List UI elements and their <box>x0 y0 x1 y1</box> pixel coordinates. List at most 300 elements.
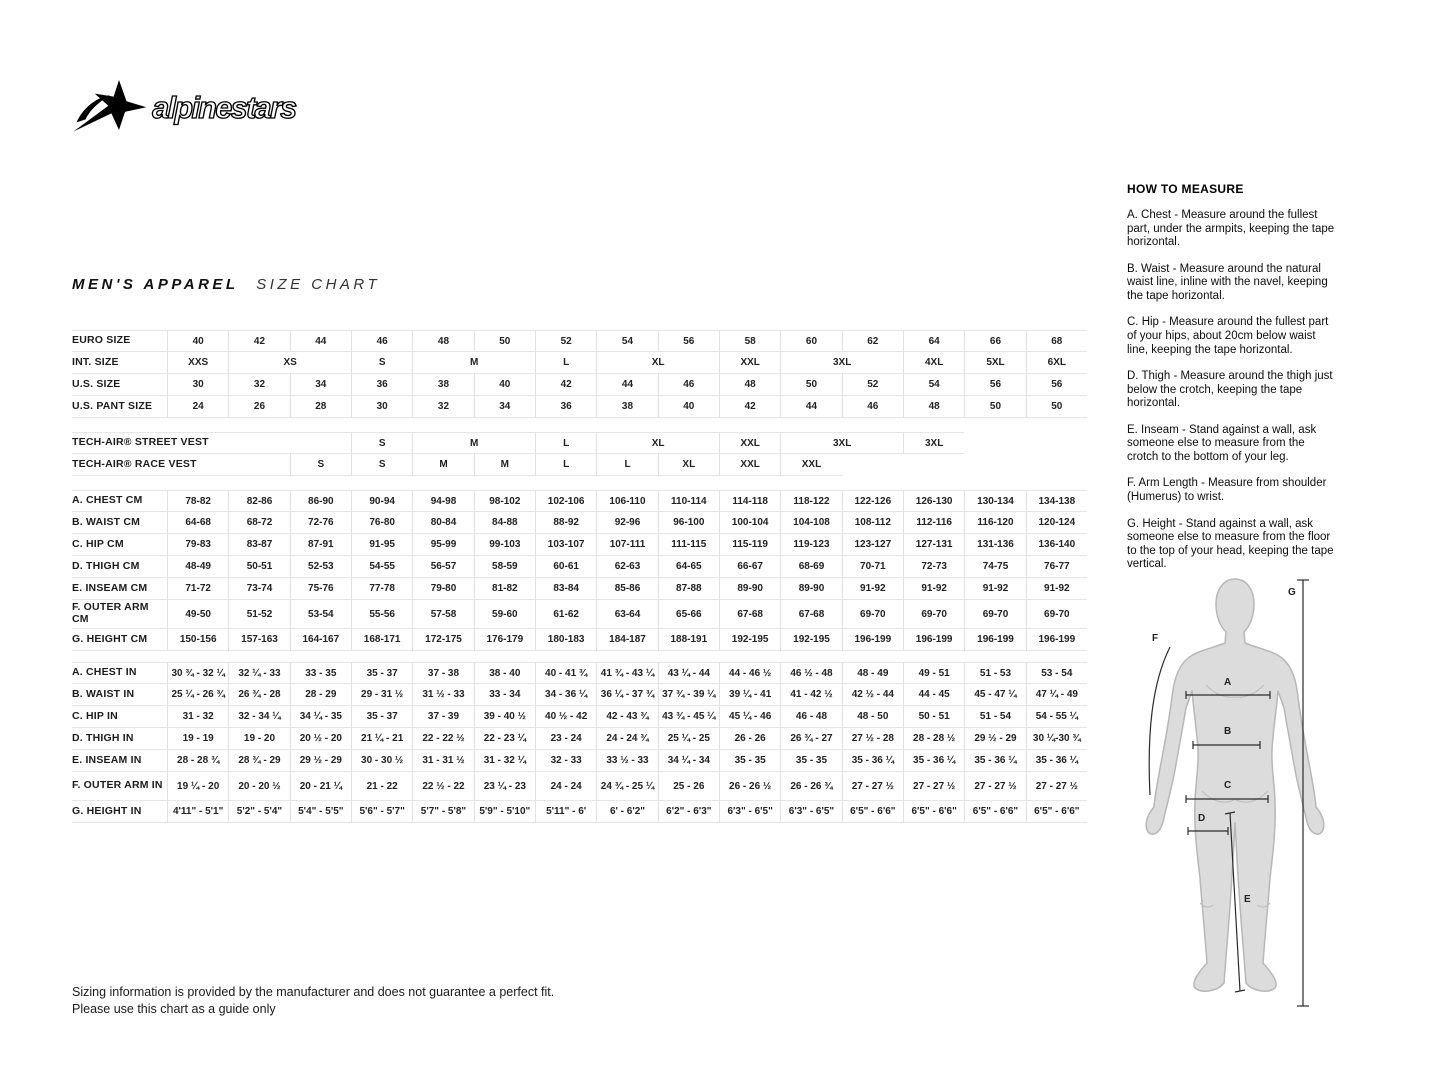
size-cell: 85-86 <box>596 578 657 600</box>
size-cell: 69-70 <box>964 600 1025 629</box>
size-cell: XXL <box>719 432 780 454</box>
size-cell: 22 ½ - 22 <box>412 772 473 801</box>
size-cell: 80-84 <box>412 512 473 534</box>
size-cell: 172-175 <box>412 629 473 651</box>
size-cell: 44 - 45 <box>903 684 964 706</box>
table-row <box>72 629 1087 651</box>
row-label: B. WAIST CM <box>72 512 167 534</box>
size-cell: 24 ¾ - 25 ¼ <box>596 772 657 801</box>
size-cell: 24 - 24 ¾ <box>596 728 657 750</box>
row-label: A. CHEST CM <box>72 490 167 512</box>
size-cell: 89-90 <box>719 578 780 600</box>
size-cell: 31 - 31 ½ <box>412 750 473 772</box>
size-cell: 98-102 <box>474 490 535 512</box>
size-cell: 48 <box>412 330 473 352</box>
size-cell <box>842 454 1087 476</box>
size-cell: 58 <box>719 330 780 352</box>
size-cell: XL <box>596 352 719 374</box>
size-cell: S <box>351 454 412 476</box>
size-cell: 82-86 <box>228 490 289 512</box>
table-row <box>72 534 1087 556</box>
size-cell: 66-67 <box>719 556 780 578</box>
size-cell <box>964 432 1087 454</box>
size-cell: M <box>412 352 535 374</box>
size-cell: XL <box>596 432 719 454</box>
how-to-measure-section <box>1127 182 1339 585</box>
size-cell: 51 - 54 <box>964 706 1025 728</box>
size-cell: 42 <box>228 330 289 352</box>
size-cell: XXL <box>719 352 780 374</box>
body-diagram <box>1140 573 1340 1018</box>
size-cell: 31 ½ - 33 <box>412 684 473 706</box>
size-cell: 36 <box>351 374 412 396</box>
size-cell: 46 ½ - 48 <box>780 662 841 684</box>
size-cell: 50 <box>964 396 1025 418</box>
size-cell: 32 - 34 ¼ <box>228 706 289 728</box>
table-row <box>72 490 1087 512</box>
size-cell: 123-127 <box>842 534 903 556</box>
size-cell: 67-68 <box>780 600 841 629</box>
size-cell: 111-115 <box>658 534 719 556</box>
size-cell: 5XL <box>964 352 1025 374</box>
row-label: C. HIP CM <box>72 534 167 556</box>
size-cell: 87-88 <box>658 578 719 600</box>
size-cell: 91-92 <box>964 578 1025 600</box>
size-cell: 40 <box>474 374 535 396</box>
size-cell: 103-107 <box>535 534 596 556</box>
size-cell: 35 - 37 <box>351 662 412 684</box>
size-cell: 31 - 32 <box>167 706 228 728</box>
size-cell: 84-88 <box>474 512 535 534</box>
size-cell: 40 - 41 ¾ <box>535 662 596 684</box>
size-cell: 180-183 <box>535 629 596 651</box>
size-cell: 107-111 <box>596 534 657 556</box>
size-cell: 21 ¼ - 21 <box>351 728 412 750</box>
size-cell: 79-83 <box>167 534 228 556</box>
size-cell: 60-61 <box>535 556 596 578</box>
size-cell: 30 ¼-30 ¾ <box>1026 728 1087 750</box>
size-cell: 58-59 <box>474 556 535 578</box>
size-cell: 68-69 <box>780 556 841 578</box>
size-cell: 55-56 <box>351 600 412 629</box>
size-cell: 108-112 <box>842 512 903 534</box>
size-cell: 88-92 <box>535 512 596 534</box>
size-cell: 50 - 51 <box>903 706 964 728</box>
figure-label-f: F <box>1152 633 1159 644</box>
size-cell: 54 <box>903 374 964 396</box>
size-cell: 45 - 47 ¼ <box>964 684 1025 706</box>
size-cell: 52-53 <box>290 556 351 578</box>
measure-instruction: E. Inseam - Stand against a wall, ask someone else to measure from the crotch to the bottom of your leg. <box>1127 423 1317 463</box>
size-cell: 150-156 <box>167 629 228 651</box>
size-cell: 96-100 <box>658 512 719 534</box>
size-cell: 46 <box>351 330 412 352</box>
size-cell: 188-191 <box>658 629 719 651</box>
size-cell: 20 ½ - 20 <box>290 728 351 750</box>
table-row <box>72 801 1087 823</box>
size-cell: 63-64 <box>596 600 657 629</box>
size-cell: 34 ¼ - 34 <box>658 750 719 772</box>
size-cell: 34 <box>474 396 535 418</box>
table-row <box>72 706 1087 728</box>
size-cell: 26 - 26 <box>719 728 780 750</box>
size-cell: 47 ¼ - 49 <box>1026 684 1087 706</box>
size-cell: 110-114 <box>658 490 719 512</box>
figure-label-c: C <box>1224 780 1232 791</box>
size-cell: 6'2" - 6'3" <box>658 801 719 823</box>
disclaimer-line-1: Sizing information is provided by the manufacturer and does not guarantee a perfect fit. <box>72 985 555 999</box>
size-cell: 6'5" - 6'6" <box>903 801 964 823</box>
size-cell: 64-65 <box>658 556 719 578</box>
row-label: F. OUTER ARM IN <box>72 772 167 801</box>
figure-label-a: A <box>1224 677 1232 688</box>
size-cell: M <box>412 432 535 454</box>
size-cell: 25 - 26 <box>658 772 719 801</box>
size-cell: 5'7" - 5'8" <box>412 801 473 823</box>
row-label: B. WAIST IN <box>72 684 167 706</box>
size-cell: 6XL <box>1026 352 1087 374</box>
size-cell: 53 - 54 <box>1026 662 1087 684</box>
size-cell: 35 - 35 <box>719 750 780 772</box>
size-cell: 29 ½ - 29 <box>964 728 1025 750</box>
size-cell: 35 - 36 ¼ <box>964 750 1025 772</box>
size-cell: 34 <box>290 374 351 396</box>
row-label: U.S. SIZE <box>72 374 167 396</box>
size-cell: 48 <box>903 396 964 418</box>
size-cell: 54-55 <box>351 556 412 578</box>
size-cell: 42 ½ - 44 <box>842 684 903 706</box>
size-cell: 90-94 <box>351 490 412 512</box>
size-cell: 157-163 <box>228 629 289 651</box>
size-cell: 37 ¾ - 39 ¼ <box>658 684 719 706</box>
size-cell: 30 <box>167 374 228 396</box>
size-cell: 25 ¼ - 26 ¾ <box>167 684 228 706</box>
size-cell: 68-72 <box>228 512 289 534</box>
size-cell: 89-90 <box>780 578 841 600</box>
size-cell: 36 ¼ - 37 ¾ <box>596 684 657 706</box>
size-cell: 76-80 <box>351 512 412 534</box>
size-cell: 30 ¾ - 32 ¼ <box>167 662 228 684</box>
size-cell: 192-195 <box>719 629 780 651</box>
size-cell: 130-134 <box>964 490 1025 512</box>
table-row <box>72 600 1087 629</box>
size-cell: 46 - 48 <box>780 706 841 728</box>
size-cell: XXL <box>719 454 780 476</box>
size-cell: 3XL <box>780 432 903 454</box>
size-cell: 74-75 <box>964 556 1025 578</box>
size-cell: 42 - 43 ¾ <box>596 706 657 728</box>
size-cell: L <box>596 454 657 476</box>
size-cell: 28 - 29 <box>290 684 351 706</box>
size-cell: 5'11" - 6' <box>535 801 596 823</box>
page-title <box>72 276 380 293</box>
size-cell: 19 - 19 <box>167 728 228 750</box>
size-cell: 41 ¾ - 43 ¼ <box>596 662 657 684</box>
row-label: F. OUTER ARM CM <box>72 600 167 629</box>
size-cell: 34 - 36 ¼ <box>535 684 596 706</box>
size-cell: 6'5" - 6'6" <box>842 801 903 823</box>
size-cell: 37 - 38 <box>412 662 473 684</box>
how-to-measure-list <box>1127 209 1339 572</box>
size-cell: 59-60 <box>474 600 535 629</box>
size-cell: 33 - 34 <box>474 684 535 706</box>
size-cell: 32 <box>228 374 289 396</box>
size-cell: 56 <box>964 374 1025 396</box>
size-cell: 72-76 <box>290 512 351 534</box>
size-cell: 75-76 <box>290 578 351 600</box>
size-cell: 196-199 <box>1026 629 1087 651</box>
row-label: E. INSEAM CM <box>72 578 167 600</box>
size-cell: 46 <box>658 374 719 396</box>
size-cell: 27 - 27 ½ <box>1026 772 1087 801</box>
size-cell: 42 <box>719 396 780 418</box>
size-cell: 42 <box>535 374 596 396</box>
size-cell: 196-199 <box>903 629 964 651</box>
size-cell: 48-49 <box>167 556 228 578</box>
size-cell: 28 - 28 ½ <box>903 728 964 750</box>
size-cell: 6'5" - 6'6" <box>1026 801 1087 823</box>
size-cell: 56 <box>658 330 719 352</box>
size-cell: 81-82 <box>474 578 535 600</box>
size-cell: 66 <box>964 330 1025 352</box>
page-title-main: MEN'S APPAREL <box>72 276 239 293</box>
size-cell: 56-57 <box>412 556 473 578</box>
size-cell: 115-119 <box>719 534 780 556</box>
figure-label-d: D <box>1198 813 1206 824</box>
size-cell: 94-98 <box>412 490 473 512</box>
size-cell: 104-108 <box>780 512 841 534</box>
size-cell: M <box>474 454 535 476</box>
table-row <box>72 684 1087 706</box>
size-cell: 68 <box>1026 330 1087 352</box>
size-cell: XL <box>658 454 719 476</box>
measure-instruction: F. Arm Length - Measure from shoulder (Humerus) to wrist. <box>1127 477 1327 503</box>
row-label: TECH-AIR® RACE VEST <box>72 454 290 476</box>
size-cell: 6'5" - 6'6" <box>964 801 1025 823</box>
table-row <box>72 750 1087 772</box>
size-cell: 27 - 27 ½ <box>842 772 903 801</box>
size-cell: 184-187 <box>596 629 657 651</box>
table-row <box>72 432 1087 454</box>
size-cell: 24 - 24 <box>535 772 596 801</box>
how-to-measure-title: HOW TO MEASURE <box>1127 182 1244 196</box>
row-label: INT. SIZE <box>72 352 167 374</box>
size-cell: 196-199 <box>842 629 903 651</box>
size-cell: 60 <box>780 330 841 352</box>
size-cell: 26 ¾ - 28 <box>228 684 289 706</box>
size-cell: 83-84 <box>535 578 596 600</box>
size-cell: 35 - 37 <box>351 706 412 728</box>
size-cell: 35 - 35 <box>780 750 841 772</box>
size-cell: 41 - 42 ½ <box>780 684 841 706</box>
size-cell: 118-122 <box>780 490 841 512</box>
size-cell: 83-87 <box>228 534 289 556</box>
size-cell: 5'2" - 5'4" <box>228 801 289 823</box>
size-cell: 33 ½ - 33 <box>596 750 657 772</box>
size-cell: 44 <box>596 374 657 396</box>
size-cell: 91-92 <box>903 578 964 600</box>
size-cell: 131-136 <box>964 534 1025 556</box>
table-row <box>72 662 1087 684</box>
size-cell: 35 - 36 ¼ <box>842 750 903 772</box>
table-row <box>72 330 1087 352</box>
size-cell: 32 <box>412 396 473 418</box>
size-cell: 25 ¼ - 25 <box>658 728 719 750</box>
size-cell: 119-123 <box>780 534 841 556</box>
size-cell: 69-70 <box>842 600 903 629</box>
size-cell: 36 <box>535 396 596 418</box>
figure-label-g: G <box>1288 587 1296 598</box>
size-cell: 43 ¾ - 45 ¼ <box>658 706 719 728</box>
size-cell: 106-110 <box>596 490 657 512</box>
size-cell: 48 <box>719 374 780 396</box>
size-cell: 35 - 36 ¼ <box>903 750 964 772</box>
size-cell: 30 - 30 ½ <box>351 750 412 772</box>
table-row <box>72 454 1087 476</box>
size-cell: XXS <box>167 352 228 374</box>
size-cell: 45 ¼ - 46 <box>719 706 780 728</box>
row-label: EURO SIZE <box>72 330 167 352</box>
size-cell: 3XL <box>780 352 903 374</box>
size-cell: 62-63 <box>596 556 657 578</box>
row-label: E. INSEAM IN <box>72 750 167 772</box>
size-cell: 56 <box>1026 374 1087 396</box>
size-cell: 168-171 <box>351 629 412 651</box>
size-cell: 95-99 <box>412 534 473 556</box>
row-label: D. THIGH CM <box>72 556 167 578</box>
size-cell: 32 - 33 <box>535 750 596 772</box>
figure-label-e: E <box>1244 894 1251 905</box>
size-cell: 65-66 <box>658 600 719 629</box>
size-cell: XS <box>228 352 351 374</box>
size-cell: 4'11" - 5'1" <box>167 801 228 823</box>
size-cell: 32 ¼ - 33 <box>228 662 289 684</box>
size-cell: 116-120 <box>964 512 1025 534</box>
size-cell: 4XL <box>903 352 964 374</box>
measure-instruction: G. Height - Stand against a wall, ask someone else to measure from the floor to the top of your head, keeping the tape vertical. <box>1127 517 1334 571</box>
size-cell: 67-68 <box>719 600 780 629</box>
size-cell: 5'6" - 5'7" <box>351 801 412 823</box>
size-cell: 127-131 <box>903 534 964 556</box>
size-cell: 86-90 <box>290 490 351 512</box>
logo-wordmark: alpinestars <box>152 91 296 125</box>
size-cell: 21 - 22 <box>351 772 412 801</box>
page-title-sub: SIZE CHART <box>256 276 381 293</box>
size-cell: 64 <box>903 330 964 352</box>
size-cell: 87-91 <box>290 534 351 556</box>
size-cell: S <box>290 454 351 476</box>
size-cell: S <box>351 432 412 454</box>
size-cell: 54 - 55 ¼ <box>1026 706 1087 728</box>
figure-label-b: B <box>1224 726 1232 737</box>
size-cell: L <box>535 432 596 454</box>
size-cell: 51-52 <box>228 600 289 629</box>
size-cell: 61-62 <box>535 600 596 629</box>
size-cell: 50 <box>474 330 535 352</box>
size-cell: 62 <box>842 330 903 352</box>
size-cell: 22 - 22 ½ <box>412 728 473 750</box>
size-cell: 38 - 40 <box>474 662 535 684</box>
size-cell: 196-199 <box>964 629 1025 651</box>
size-cell: 6'3" - 6'5" <box>780 801 841 823</box>
size-cell: 39 ¼ - 41 <box>719 684 780 706</box>
size-cell: 76-77 <box>1026 556 1087 578</box>
size-cell: 99-103 <box>474 534 535 556</box>
size-cell: 48 - 50 <box>842 706 903 728</box>
table-row <box>72 352 1087 374</box>
size-cell: 46 <box>842 396 903 418</box>
row-label: A. CHEST IN <box>72 662 167 684</box>
size-cell: 112-116 <box>903 512 964 534</box>
size-cell: 26 <box>228 396 289 418</box>
size-cell: M <box>412 454 473 476</box>
body-silhouette <box>1146 579 1324 991</box>
size-cell: 49-50 <box>167 600 228 629</box>
size-cell: 26 - 26 ½ <box>719 772 780 801</box>
size-cell: 23 ¼ - 23 <box>474 772 535 801</box>
size-cell: 72-73 <box>903 556 964 578</box>
size-cell: 69-70 <box>903 600 964 629</box>
size-cell: 69-70 <box>1026 600 1087 629</box>
row-label: D. THIGH IN <box>72 728 167 750</box>
size-cell: 40 <box>658 396 719 418</box>
size-cell: 29 ½ - 29 <box>290 750 351 772</box>
size-cell: 5'9" - 5'10" <box>474 801 535 823</box>
size-cell: 50 <box>780 374 841 396</box>
size-cell: 40 ½ - 42 <box>535 706 596 728</box>
size-cell: 44 <box>780 396 841 418</box>
size-cell: 29 - 31 ½ <box>351 684 412 706</box>
body-figure-icon <box>1140 573 1340 1013</box>
size-cell: 38 <box>412 374 473 396</box>
size-cell: 27 - 27 ½ <box>903 772 964 801</box>
size-cell: 54 <box>596 330 657 352</box>
size-cell: 27 ½ - 28 <box>842 728 903 750</box>
size-cell: 52 <box>842 374 903 396</box>
size-cell: 50-51 <box>228 556 289 578</box>
row-label: U.S. PANT SIZE <box>72 396 167 418</box>
size-cell: 27 - 27 ½ <box>964 772 1025 801</box>
size-cell: 64-68 <box>167 512 228 534</box>
row-label: C. HIP IN <box>72 706 167 728</box>
size-cell: 77-78 <box>351 578 412 600</box>
size-cell: 134-138 <box>1026 490 1087 512</box>
size-cell: 33 - 35 <box>290 662 351 684</box>
size-cell: 20 - 21 ¼ <box>290 772 351 801</box>
size-cell: 52 <box>535 330 596 352</box>
size-cell: 43 ¼ - 44 <box>658 662 719 684</box>
size-cell: L <box>535 454 596 476</box>
size-cell: L <box>535 352 596 374</box>
size-cell: 122-126 <box>842 490 903 512</box>
size-cell: 70-71 <box>842 556 903 578</box>
size-table <box>72 330 1087 823</box>
size-cell: 92-96 <box>596 512 657 534</box>
size-cell: 78-82 <box>167 490 228 512</box>
size-cell: 31 - 32 ¼ <box>474 750 535 772</box>
size-cell: 26 ¾ - 27 <box>780 728 841 750</box>
size-cell: 19 - 20 <box>228 728 289 750</box>
size-cell: 49 - 51 <box>903 662 964 684</box>
size-cell: 39 - 40 ½ <box>474 706 535 728</box>
size-cell: 126-130 <box>903 490 964 512</box>
table-row <box>72 374 1087 396</box>
size-cell: 28 <box>290 396 351 418</box>
size-cell: 24 <box>167 396 228 418</box>
size-cell: 3XL <box>903 432 964 454</box>
table-row <box>72 728 1087 750</box>
size-cell: 28 ¾ - 29 <box>228 750 289 772</box>
